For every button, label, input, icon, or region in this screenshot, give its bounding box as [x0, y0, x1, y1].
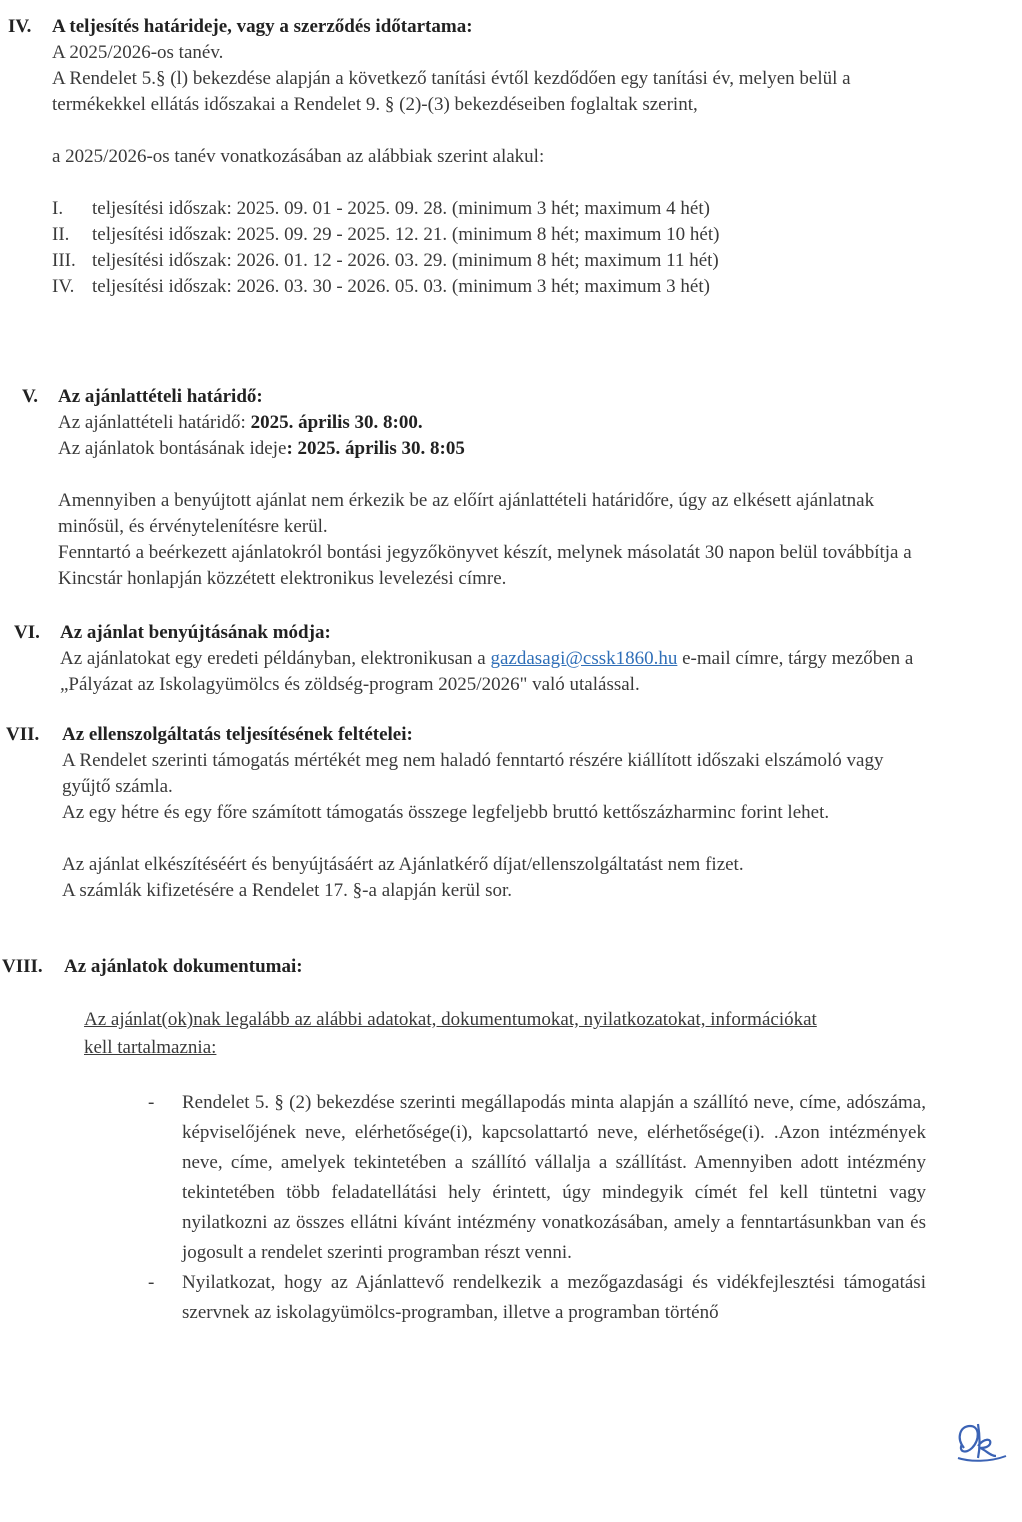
list-item: - Rendelet 5. § (2) bekezdése szerinti megállapodás minta alapján a szállító neve, címe, adószáma, képviselőjének neve, elérhetősége(i), kapcsolattartó neve, elérhetősége(i). .Azon intézmények neve, címe, amelyek tekintetében a szállító vállalja a szállítást. Amennyiben adott intézmény tekintetében több feladatellátási hely érintett, úgy mindegyik címét fel kell tüntetni vagy nyilatkozni az összes ellátni kívánt intézmény vonatkozásában, amely a fenntartásunkban van és jogosult a rendelet szerinti programban részt venni.: [148, 1088, 926, 1268]
email-link[interactable]: gazdasagi@cssk1860.hu: [490, 648, 678, 669]
handwritten-initials: [950, 1418, 1010, 1468]
paragraph: Amennyiben a benyújtott ajánlat nem érkezik be az előírt ajánlattételi határidőre, úgy az elkésett ajánlatnak minősül, és érvénytelenítésre kerül.: [58, 490, 875, 537]
paragraph: A Rendelet 5.§ (l) bekezdése alapján a következő tanítási évtől kezdődően egy tanítási év, melyen belül a termékekkel ellátás időszakai a Rendelet 9. § (2)-(3) bekezdéseiben foglaltak szerint,: [52, 68, 851, 115]
deadline-line: Az ajánlattételi határidő: 2025. április 30. 8:00.: [58, 412, 423, 433]
section-iv: [0, 14, 1022, 300]
section-number: IV.: [8, 16, 32, 37]
paragraph: a 2025/2026-os tanév vonatkozásában az alábbiak szerint alakul:: [52, 146, 545, 167]
period-text: teljesítési időszak: 2026. 03. 30 - 2026. 05. 03. (minimum 3 hét; maximum 3 hét): [92, 276, 710, 297]
list-item: - Nyilatkozat, hogy az Ajánlattevő rendelkezik a mezőgazdasági és vidékfejlesztési támogatási szervnek az iskolagyümölcs-programban, illetve a programban történő: [148, 1268, 926, 1328]
period-number: III.: [52, 250, 76, 271]
period-text: teljesítési időszak: 2026. 01. 12 - 2026. 03. 29. (minimum 8 hét; maximum 11 hét): [92, 250, 719, 271]
paragraph: A számlák kifizetésére a Rendelet 17. §-a alapján kerül sor.: [62, 880, 513, 901]
section-title: Az ajánlat benyújtásának módja:: [60, 622, 331, 643]
period-row: [52, 274, 932, 300]
section-title: Az ajánlatok dokumentumai:: [64, 956, 303, 977]
period-number: I.: [52, 198, 64, 219]
section-title: Az ajánlattételi határidő:: [58, 386, 263, 407]
section-body: [62, 748, 932, 904]
period-text: teljesítési időszak: 2025. 09. 29 - 2025. 12. 21. (minimum 8 hét; maximum 10 hét): [92, 224, 720, 245]
paragraph: A Rendelet szerinti támogatás mértékét meg nem haladó fenntartó részére kiállított időszaki elszámoló vagy gyűjtő számla.: [62, 750, 884, 797]
period-row: [52, 196, 932, 222]
section-body: Az ajánlatokat egy eredeti példányban, elektronikusan a gazdasagi@cssk1860.hu e-mail címre, tárgy mezőben a „Pályázat az Iskolagyümölcs és zöldség-program 2025/2026" való utalással.: [60, 648, 914, 695]
section-v: [0, 384, 1022, 592]
period-number: IV.: [52, 276, 75, 297]
period-number: II.: [52, 224, 70, 245]
section-vii: [0, 722, 1022, 904]
section-intro: Az ajánlat(ok)nak legalább az alábbi adatokat, dokumentumokat, nyilatkozatokat, információkat kell tartalmaznia:: [84, 1009, 817, 1058]
section-number: V.: [22, 386, 39, 407]
paragraph: Az ajánlat elkészítéséért és benyújtásáért az Ajánlatkérő díjat/ellenszolgáltatást nem fizet.: [62, 854, 744, 875]
section-body: [58, 410, 932, 592]
paragraph: Az egy hétre és egy főre számított támogatás összege legfeljebb bruttó kettőszázharminc forint lehet.: [62, 802, 830, 823]
requirements-list: [148, 1088, 926, 1328]
section-number: VIII.: [2, 956, 43, 977]
section-title: Az ellenszolgáltatás teljesítésének feltételei:: [62, 724, 413, 745]
section-viii: [0, 954, 1022, 1328]
paragraph: A 2025/2026-os tanév.: [52, 42, 224, 63]
paragraph: Fenntartó a beérkezett ajánlatokról bontási jegyzőkönyvet készít, melynek másolatát 30 napon belül továbbítja a Kincstár honlapján közzétett elektronikus levelezési címre.: [58, 542, 912, 589]
opening-line: Az ajánlatok bontásának ideje: 2025. április 30. 8:05: [58, 438, 465, 459]
section-number: VII.: [6, 724, 40, 745]
section-vi: [0, 620, 1022, 698]
period-row: [52, 248, 932, 274]
period-text: teljesítési időszak: 2025. 09. 01 - 2025. 09. 28. (minimum 3 hét; maximum 4 hét): [92, 198, 710, 219]
section-body: [52, 40, 932, 300]
period-row: [52, 222, 932, 248]
section-title: A teljesítés határideje, vagy a szerződés időtartama:: [52, 16, 473, 37]
section-number: VI.: [14, 622, 40, 643]
